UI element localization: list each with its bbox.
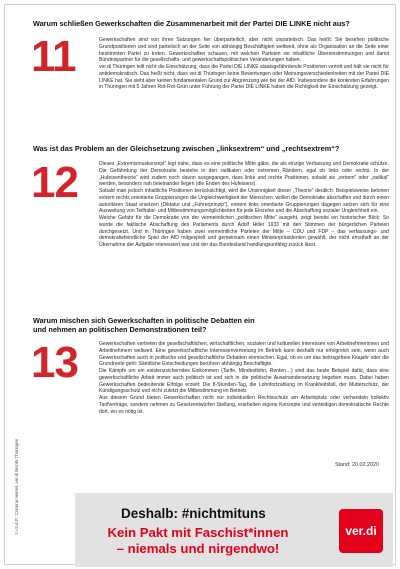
answer-12-paragraph-2: Sobald man jedoch inhaltliche Positionen berücksichtigt, wird die Unsinnigkeit dieser „Theorie“ deutlich: Beispielsweise betonen extrem rechts orientierte Gruppierungen die Ungleichwertigkeit der Menschen, wollen die Demokratie abschaffen und durch einen autoritären Staat ersetzen (Diktatur und „Führerprinzip“), extrem links orientierte Gruppierungen dagegen setzen sich für eine Ausweitung von Teilhabe- und Mitbestimmungsmöglichkeiten für jede Einzelne und die Abschaffung sozialer Ungleichheit ein.	[99, 188, 389, 215]
verdi-logo	[339, 509, 383, 553]
slogan-banner	[75, 493, 393, 567]
question-13: Warum mischen sich Gewerkschaften in politische Debatten ein und nehmen an politischen Demonstrationen teil?	[33, 316, 255, 334]
answer-11-paragraph-2: ver.di Thüringen teilt nicht die Einschätzung, dass die Partei DIE LINKE staatsgefährdende Positionen vertritt und hält sie nicht für antidemokratisch. Das heißt nicht, dass ver.di Thüringen keine Bewertungen oder Meinungsverschiedenheiten mit der Partei DIE LINKE hat. Sie sieht aber keinen fundamentalen Grund zur Abgrenzung wie bei der AfD. Insbesondere die konkreten Erfahrungen in Thüringen mit 5 Jahren Rot-Rot-Grün unter Führung der Partei DIE LINKE haben die Richtigkeit der Einschätzung gezeigt.	[99, 64, 389, 91]
page	[4, 4, 396, 565]
answer-13-paragraph-3: Aus diesem Grund bieten Gewerkschaften nicht nur individuellen Rechtsschutz am Arbeitsplatz oder verhandeln kollektiv Tarifverträge, sondern nehmen zu Gesetzentwürfen Stellung, erarbeiten eigene Konzepte und verteidigen demokratische Rechte dort, wo es nötig ist.	[99, 395, 389, 415]
number-11: 11	[31, 32, 76, 81]
answer-13-paragraph-2: Die Kämpfe um ein existenzsicherndes Einkommen (Tarife, Mindestlohn, Renten…) sind das beste Beispiel dafür, dass eine gewerkschaftliche Arbeit immer auch politisch ist und sich in die politische Auseinandersetzung begeben muss. Dabei haben Gewerkschaften bedeutende Erfolge erzielt: Die 8-Stunden-Tag, die Lohnfortzahlung im Krankheitsfall, der Mutterschutz, der Kündigungsschutz und nicht zuletzt die Mitbestimmung im Betrieb.	[99, 368, 389, 395]
imprint: V.i.S.d.P.: Corinna Hersel, ver.di Bezirk Thüringen	[14, 438, 19, 535]
answer-12-paragraph-1: Dieses „Extremismuskonzept“ legt nahe, dass es eine politische Mitte gäbe, die als einzige Verfassung und Demokratie schütze. Die Gefährdung der Demokratie bestehe in den radikalen oder extremen Rändern, egal ob links oder rechts. In der „Hufeisentheorie“ wird zudem noch davon ausgegangen, dass linke und rechte Positionen, sobald sie „extrem“ oder „radikal“ werden, besonders nah beieinander liegen (die Enden des Hufeisens).	[99, 161, 389, 188]
number-13: 13	[31, 338, 78, 387]
answer-13	[99, 341, 389, 415]
answer-12-paragraph-3: Welche Gefahr für die Demokratie von der vermeintlichen „politischen Mitte“ ausgeht, zeigt bereits ein historischer Blick: So wurde die faktische Abschaffung des Parlaments durch Adolf Hitler 1933 mit den Stimmen der bürgerlichen Parteien durchgesetzt. Und in Thüringen haben zwei vermeintliche Parteien der Mitte – CDU und FDP – das verfassungs- und demokratiefeindliche Spiel der AfD mitgespielt und gemeinsam einen Ministerpräsidenten gewählt, der nicht ernsthaft an der Übernahme der Aufgabe interessiert war und der das Bundesland handlungsunfähig zurück lässt.	[99, 215, 389, 248]
logo-text: ver.di	[345, 524, 377, 538]
answer-11-paragraph-1: Gewerkschaften sind von ihren Satzungen her überparteilich, aber nicht unparteiisch. Das heißt: Sie besehen politische Grundpositionen und sind parteiisch an der Seite von abhängig Beschäftigten weltweit, ohne als Organisation an die Seite einer bestimmten Partei zu treten. Gewerkschaften schauen, mit welchen Parteien sie inhaltliche Übereinstimmungen und damit Bündnispartner für die gesellschafts- und gewerkschaftspolitischen Veränderungen haben.	[99, 37, 389, 64]
question-12: Was ist das Problem an der Gleichsetzung zwischen „linksextrem“ und „rechtsextrem“?	[33, 144, 340, 153]
answer-13-paragraph-1: Gewerkschaften vertreten die gesellschaftlichen, wirtschaftlichen, sozialen und kulturellen Interessen von Arbeitnehmerinnen und Arbeitnehmern weltweit. Eine gewerkschaftliche Interessenvertretung im Betrieb kann deshalb nur erfolgreich sein, wenn auch Gewerkschaften auch in politische und gesellschaftliche Debatten einmischen. Egal, ob es um das beitragsfreie Kitajahr oder die Grundrente geht: Sämtliche Entscheidungen berühren abhängig Beschäftigte.	[99, 341, 389, 368]
banner-slogan-line-2: – niemals und nirgendwo!	[116, 540, 280, 556]
number-12: 12	[31, 158, 78, 207]
answer-11	[99, 37, 389, 91]
verdi-logo-icon	[339, 509, 383, 553]
stand-date: Stand: 20.02.2020	[334, 462, 379, 468]
question-11: Warum schließen Gewerkschaften die Zusammenarbeit mit der Partei DIE LINKE nicht aus?	[33, 19, 350, 28]
answer-12	[99, 161, 389, 249]
banner-slogan	[85, 525, 311, 556]
banner-hashtag: Deshalb: #nichtmituns	[121, 506, 266, 521]
banner-slogan-line-1: Kein Pakt mit Faschist*innen	[107, 525, 289, 540]
